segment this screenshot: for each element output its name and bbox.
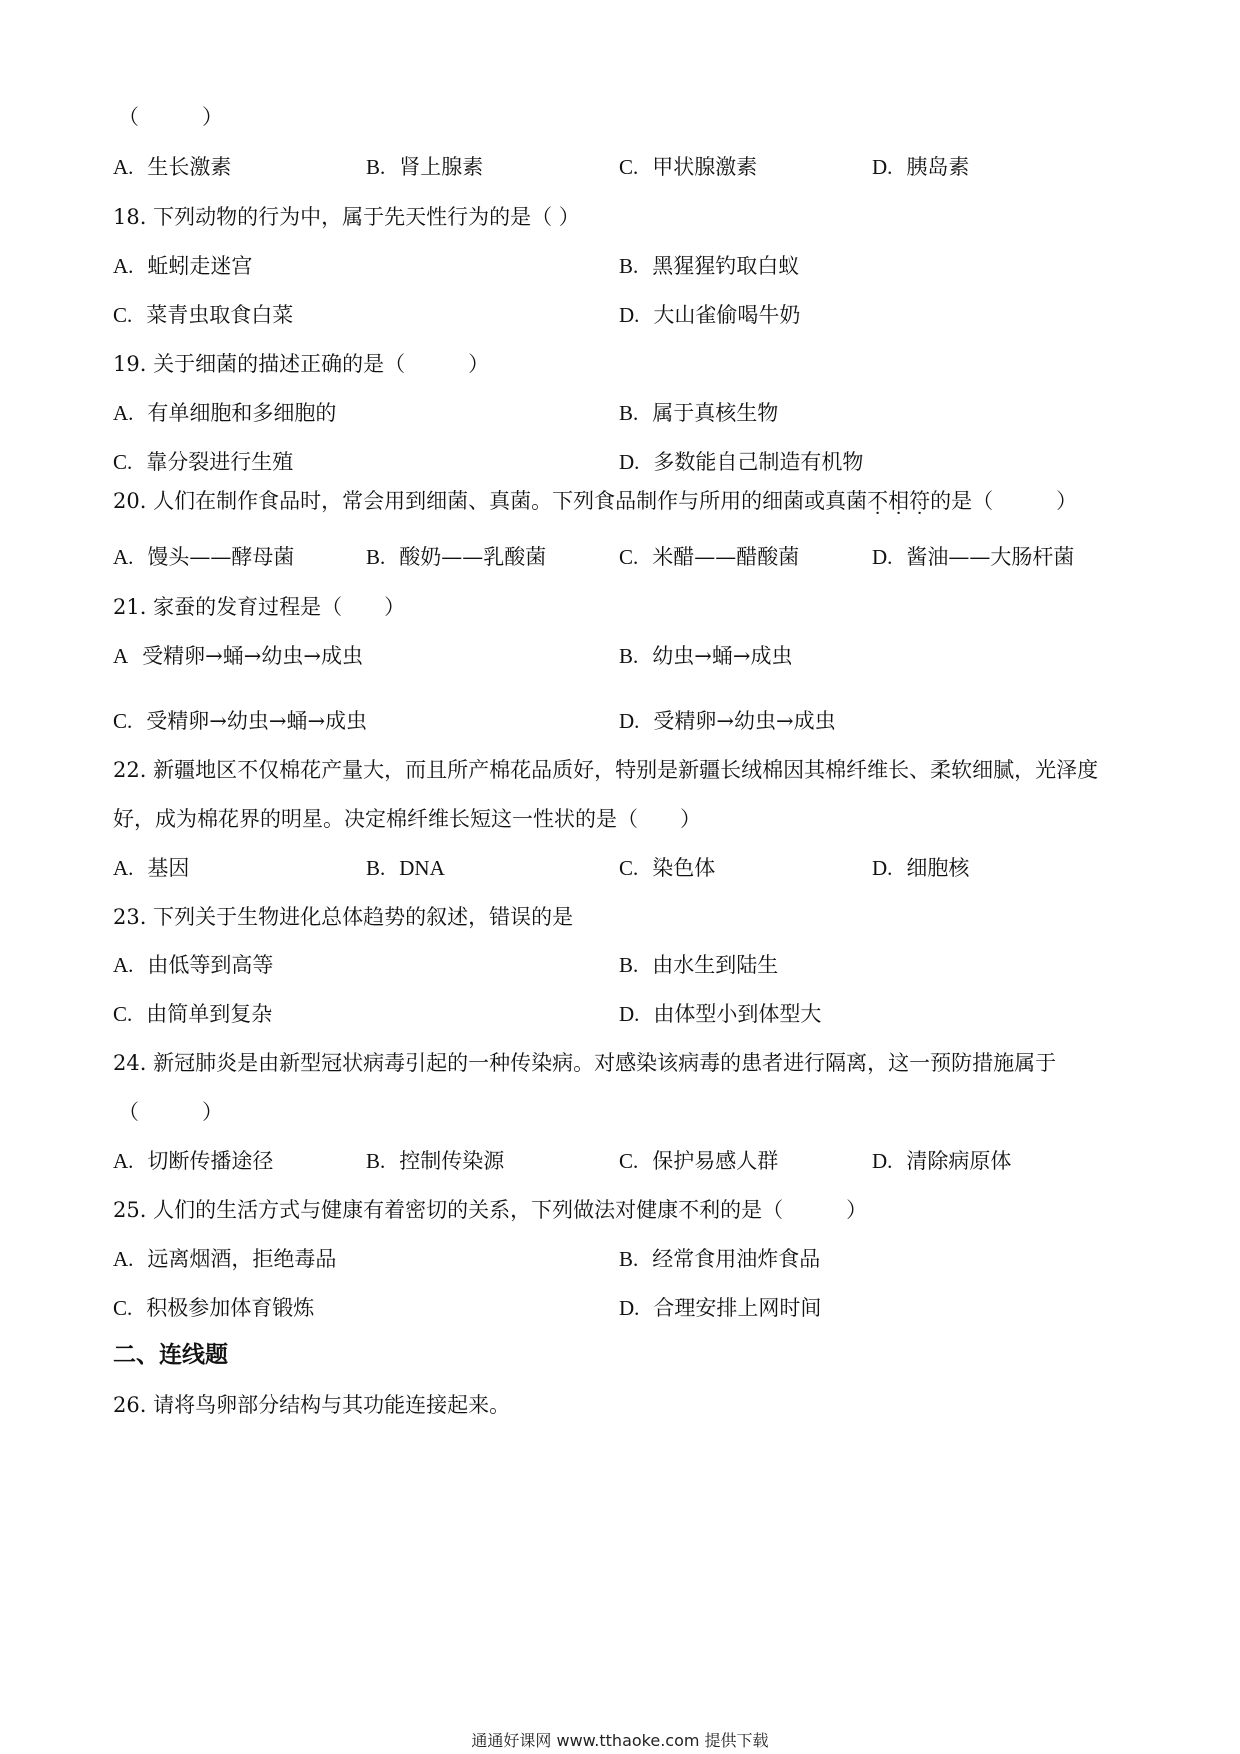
q26-stem: 26. 请将鸟卵部分结构与其功能连接起来。 — [113, 1393, 511, 1417]
q21-stem: 21. 家蚕的发育过程是（ ） — [113, 595, 406, 619]
q17-option-d: D. 胰岛素 — [872, 155, 970, 179]
q19-option-d: D. 多数能自己制造有机物 — [619, 450, 864, 474]
q18-stem: 18. 下列动物的行为中，属于先天性行为的是（ ） — [113, 205, 580, 229]
q21-option-b: B. 幼虫→蛹→成虫 — [619, 644, 793, 668]
q17-option-a: A. 生长激素 — [113, 155, 232, 179]
q21-option-d: D. 受精卵→幼虫→成虫 — [619, 709, 836, 733]
q20-option-a: A. 馒头——酵母菌 — [113, 545, 295, 569]
q19-stem: 19. 关于细菌的描述正确的是（ ） — [113, 352, 490, 376]
q25-option-a: A. 远离烟酒，拒绝毒品 — [113, 1247, 337, 1271]
q25-option-d: D. 合理安排上网时间 — [619, 1296, 822, 1320]
q22-stem-line2: 好，成为棉花界的明星。决定棉纤维长短这一性状的是（ ） — [113, 807, 701, 831]
q23-option-d: D. 由体型小到体型大 — [619, 1002, 822, 1026]
q23-option-b: B. 由水生到陆生 — [619, 953, 779, 977]
emphasis-char: 不 — [867, 489, 889, 513]
q23-stem: 23. 下列关于生物进化总体趋势的叙述，错误的是 — [113, 905, 574, 929]
q17-answer-paren: （ ） — [118, 105, 223, 129]
q24-option-d: D. 清除病原体 — [872, 1149, 1012, 1173]
q24-option-c: C. 保护易感人群 — [619, 1149, 779, 1173]
q21-option-a: A 受精卵→蛹→幼虫→成虫 — [113, 644, 363, 668]
q21-option-c: C. 受精卵→幼虫→蛹→成虫 — [113, 709, 368, 733]
q18-option-a: A. 蚯蚓走迷宫 — [113, 254, 253, 278]
q25-stem: 25. 人们的生活方式与健康有着密切的关系，下列做法对健康不利的是（ ） — [113, 1198, 868, 1222]
emphasis-char: 符 — [909, 489, 931, 513]
q17-option-b: B. 肾上腺素 — [366, 155, 484, 179]
q19-option-c: C. 靠分裂进行生殖 — [113, 450, 294, 474]
section-heading: 二、连线题 — [113, 1341, 228, 1368]
q18-option-c: C. 菜青虫取食白菜 — [113, 303, 294, 327]
page-footer: 通通好课网 www.tthaoke.com 提供下载 — [471, 1731, 769, 1750]
q24-stem-line1: 24. 新冠肺炎是由新型冠状病毒引起的一种传染病。对感染该病毒的患者进行隔离，这一预防措施属于 — [113, 1051, 1057, 1075]
q20-option-c: C. 米醋——醋酸菌 — [619, 545, 800, 569]
q24-stem-line2: （ ） — [118, 1100, 223, 1124]
q20-option-d: D. 酱油——大肠杆菌 — [872, 545, 1075, 569]
q19-option-a: A. 有单细胞和多细胞的 — [113, 401, 337, 425]
q17-option-c: C. 甲状腺激素 — [619, 155, 758, 179]
q23-option-c: C. 由简单到复杂 — [113, 1002, 273, 1026]
q22-option-a: A. 基因 — [113, 856, 190, 880]
q20-option-b: B. 酸奶——乳酸菌 — [366, 545, 547, 569]
q24-option-b: B. 控制传染源 — [366, 1149, 505, 1173]
q22-option-c: C. 染色体 — [619, 856, 716, 880]
q18-option-b: B. 黑猩猩钓取白蚁 — [619, 254, 800, 278]
q22-option-d: D. 细胞核 — [872, 856, 970, 880]
emphasis-char: 相 — [888, 489, 910, 513]
q22-stem-line1: 22. 新疆地区不仅棉花产量大，而且所产棉花品质好，特别是新疆长绒棉因其棉纤维长、柔软细腻，光泽度 — [113, 758, 1099, 782]
q19-option-b: B. 属于真核生物 — [619, 401, 779, 425]
q24-option-a: A. 切断传播途径 — [113, 1149, 274, 1173]
q20-stem: 20. 人们在制作食品时，常会用到细菌、真菌。下列食品制作与所用的细菌或真菌不相符的是（ ） — [113, 489, 1078, 513]
q25-option-c: C. 积极参加体育锻炼 — [113, 1296, 315, 1320]
q25-option-b: B. 经常食用油炸食品 — [619, 1247, 821, 1271]
q23-option-a: A. 由低等到高等 — [113, 953, 274, 977]
q22-option-b: B. DNA — [366, 856, 445, 880]
q18-option-d: D. 大山雀偷喝牛奶 — [619, 303, 801, 327]
